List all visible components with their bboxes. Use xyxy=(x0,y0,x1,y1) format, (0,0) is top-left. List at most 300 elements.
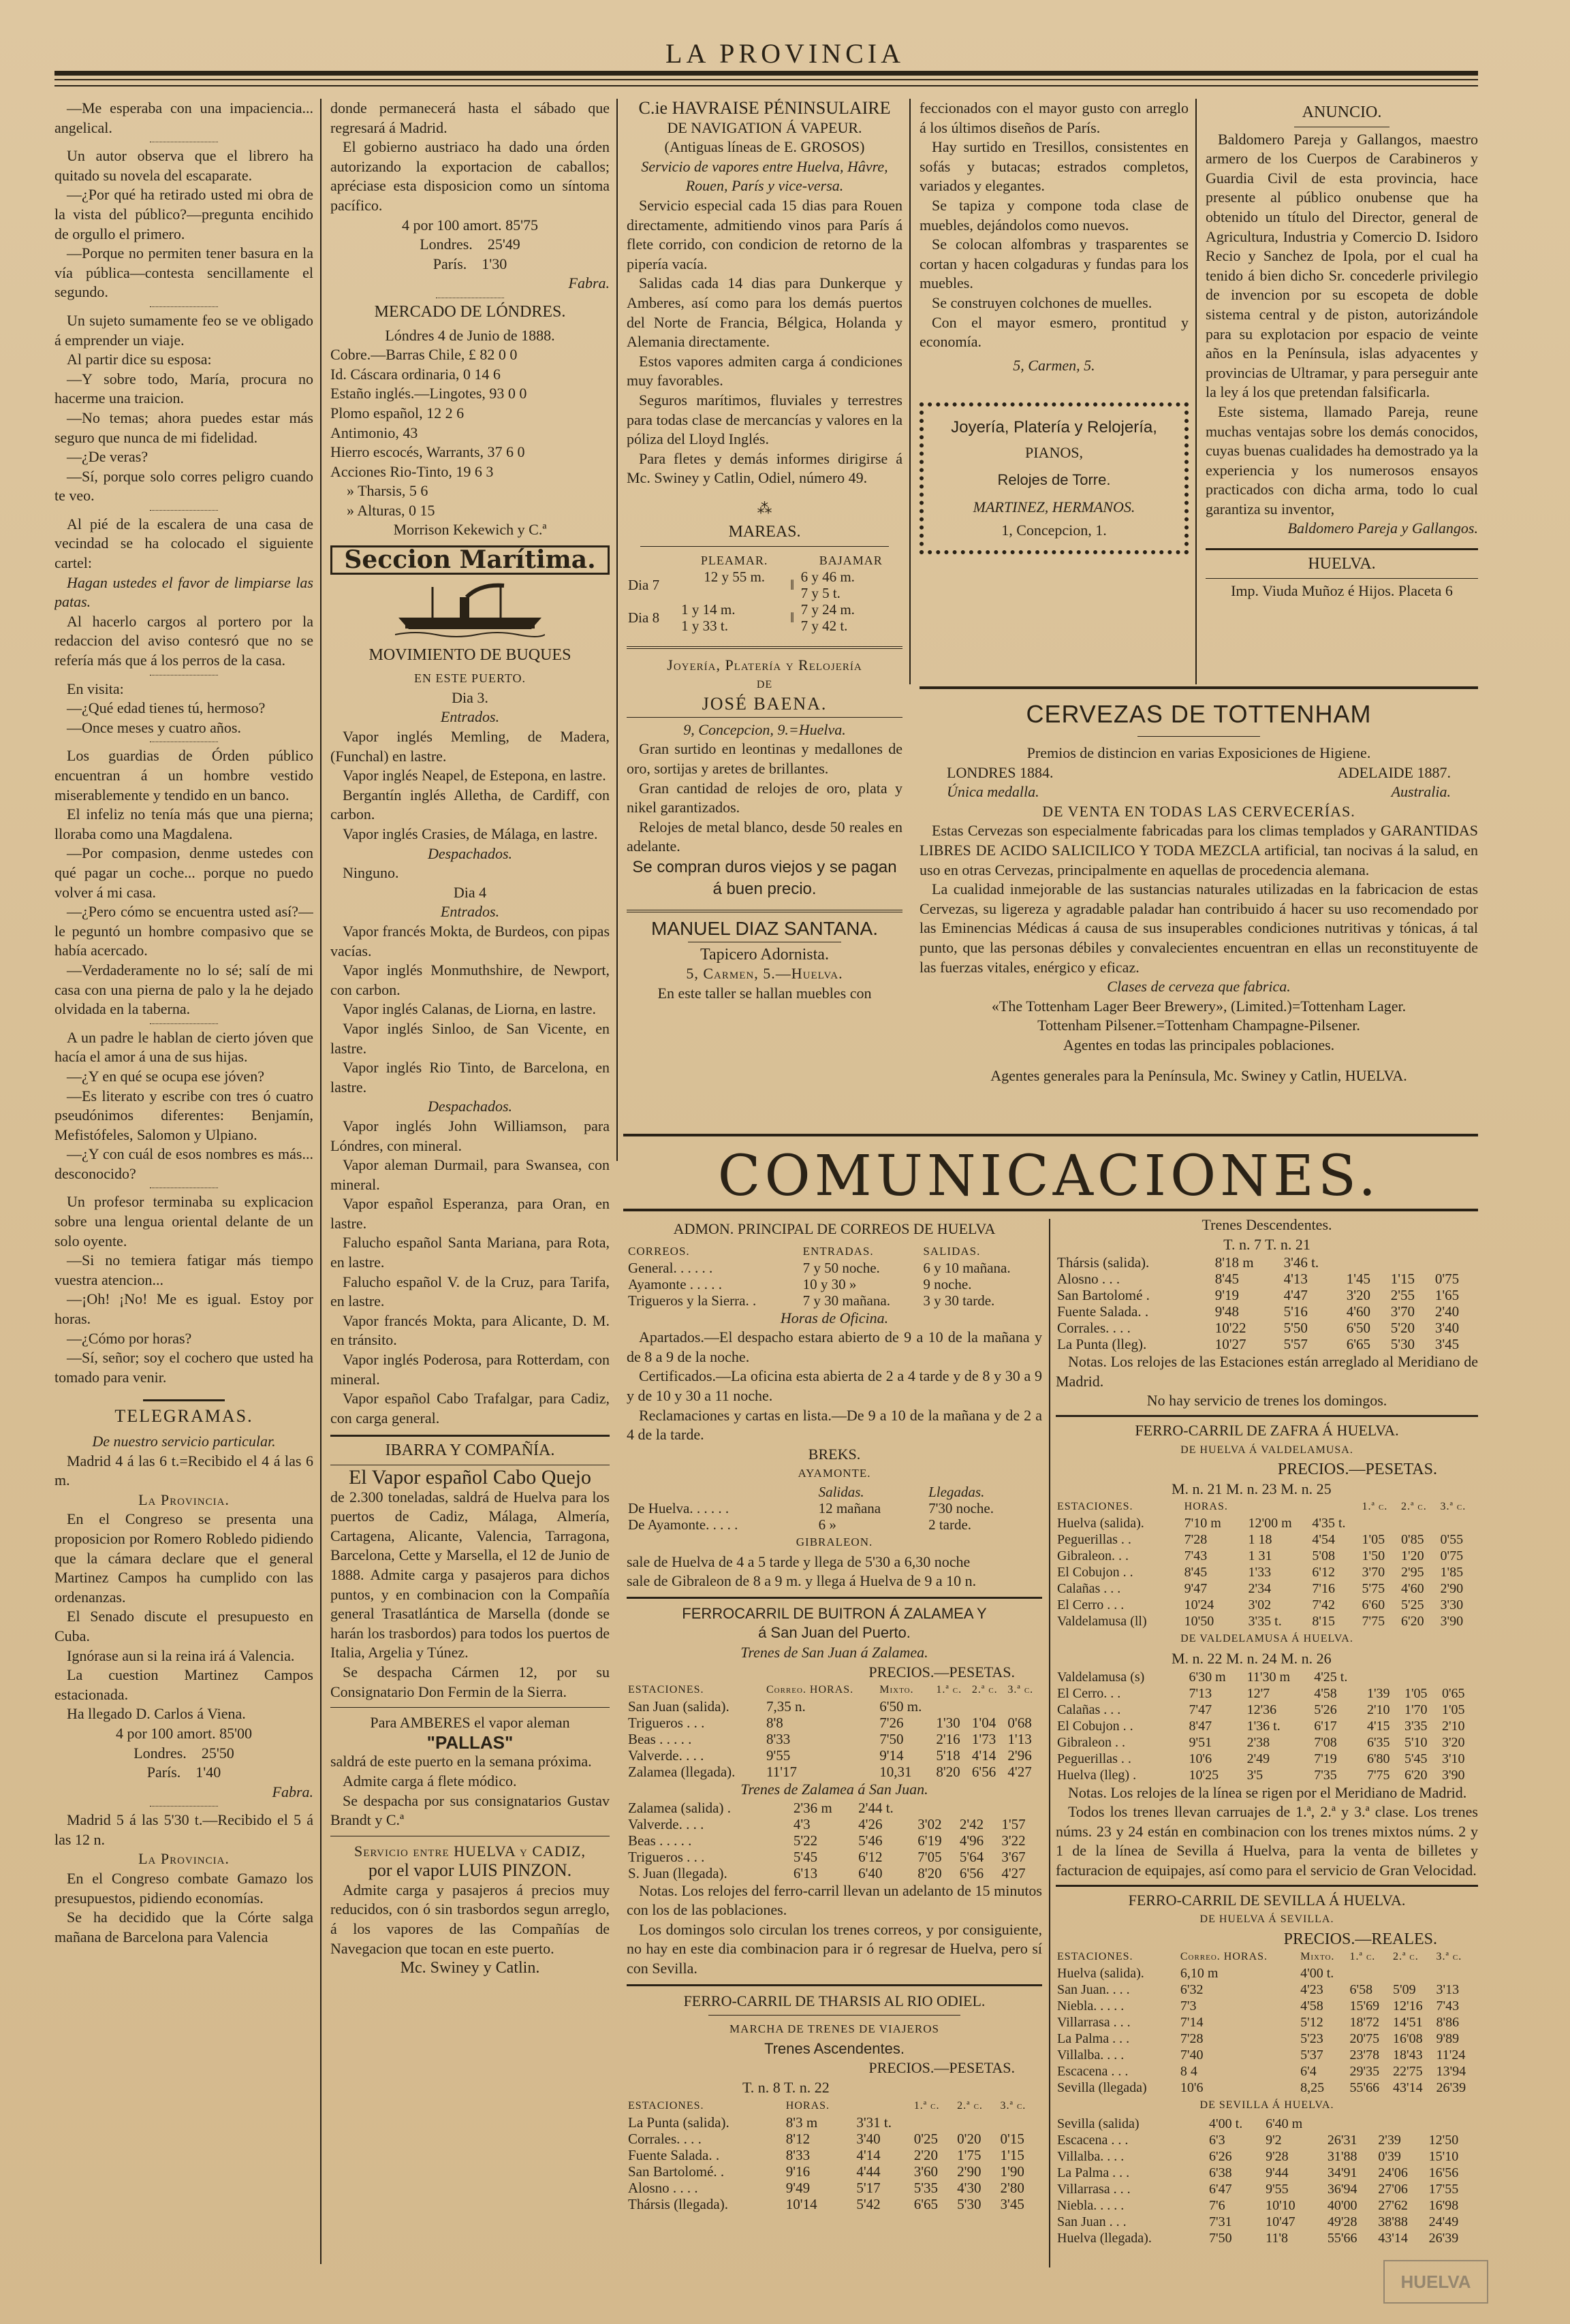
buitron-notes: Los domingos solo circulan los trenes correos, y por consiguiente, no hay en este dia combinacion para ir ó regresar de Huelva, pero sí con Sevilla. xyxy=(627,1920,1042,1977)
table-row: Beas . . . . . 5'22 5'46 6'19 4'96 3'22 xyxy=(628,1832,1026,1849)
zafra-train-numbers: M. n. 21 M. n. 23 M. n. 25 xyxy=(1172,1480,1332,1497)
amberes-text: Admite carga á flete módico. xyxy=(343,1772,517,1789)
tharsis-train-numbers: T. n. 8 T. n. 22 xyxy=(742,2079,830,2097)
notice-text: Este sistema, llamado Pareja, reune muchas ventajas sobre los demás conocidos, cuyas buenas cualidades ha demostrado ya la experiencia y los numerosos ensayos practicados con dicha arma, todo lo cual garantiza su inventor, xyxy=(1206,402,1478,518)
ship-movement-title: MOVIMIENTO DE BUQUES xyxy=(368,646,571,664)
day-label: Dia 4 xyxy=(453,883,487,901)
asterism-icon: ⁂ xyxy=(757,499,772,517)
martinez-ad xyxy=(920,402,1189,554)
havraise-service: Servicio de vapores entre Huelva, Hâvre, Rouen, París y vice-versa. xyxy=(641,157,888,195)
table-row: Niebla. . . . . 7'3 4'58 15'69 12'16 7'43 xyxy=(1057,1999,1460,2014)
anecdote: En visita: xyxy=(67,680,124,697)
ibarra-text: Se despacha Cármen 12, por su Consignatario Don Fermin de la Sierra. xyxy=(330,1663,610,1700)
amberes-text: saldrá de este puerto en la semana próxima. xyxy=(330,1753,592,1770)
column-rule xyxy=(616,99,618,1161)
table-row: Alosno . . . . 9'49 5'17 5'35 4'30 2'80 xyxy=(628,2179,1024,2196)
telegram: Madrid 4 á las 6 t.=Recibido el 4 á las 6 m. xyxy=(54,1452,313,1489)
table-row: El Cobujon . . 8'45 1'33 6'12 3'70 2'95 1'85 xyxy=(1057,1565,1464,1580)
ship-entry: Vapor inglés Calanas, de Liorna, en lastre. xyxy=(343,1000,597,1018)
anecdote: Los guardias de Órden público encuentran á un hombre vestido miserablemente y tendido en un banco. xyxy=(54,747,313,803)
quote-signature: Fabra. xyxy=(568,274,610,292)
anecdote: El infeliz no tenía más que una pierna; lloraba como una Magdalena. xyxy=(54,806,313,842)
ship-entry: Falucho español V. de la Cruz, para Tarifa, en lastre. xyxy=(330,1273,610,1310)
anecdote: —Verdaderamente no lo sé; salí de mi casa con una pierna de palo y la he dejado olvidada en la taberna. xyxy=(54,961,313,1018)
page-title: LA PROVINCIA xyxy=(665,38,905,69)
separator xyxy=(150,306,218,307)
steamship-icon xyxy=(395,580,545,641)
cervezas-brand: Tottenham Pilsener.=Tottenham Champagne-Pilsener. xyxy=(1037,1017,1360,1034)
zafra-subtitle: DE HUELVA Á VALDELAMUSA. xyxy=(1180,1444,1353,1456)
day-label: Dia 3. xyxy=(452,688,488,706)
ship-entry: Vapor inglés Memling, de Madera, (Funchal) en lastre. xyxy=(330,728,610,765)
section-rule xyxy=(1056,1885,1478,1887)
baena-text: Relojes de metal blanco, desde 50 reales en adelante. xyxy=(627,818,902,855)
tharsis-table: ESTACIONES. HORAS. 1.ª c. 2.ª c. 3.ª c. La Punta (salida). 8'3 m 3'31 t. Corrales. . . . 8'12 3'40 0'25 0'20 0'15 Fuente Salada. . 8'33 4'14 2'20 1'75 1'15 San Bartolomé. . 9'16 4'44 3'60 2'90 1'90 Alosno . . . . 9'49 5'17 5'35 4'30 2'80 Thársis (llegada). 10'14 5'42 6'65 5'30 3'45 xyxy=(627,2098,1042,2212)
column-3 xyxy=(627,99,902,1151)
printer-title: HUELVA. xyxy=(1308,555,1376,573)
notice-text: Baldomero Pareja y Gallangos, maestro armero de los Cuerpos de Carabineros y Guardia Civil de esta provincia, hace presente al público onubense que ha obtenido un título del Director, general de Agricultura, Industria y Comercio D. Isidoro Recio y Sanchez de Ipola, por el cual ha tenido á bien dicho Sr. concederle privilegio de invencion por su escopeta de doble sistema central y de piston, autorizándole para su explotacion por espacio de veinte años en la Península, islas adyacentes y provincias de Ultramar, y para perseguir ante la ley á los que pretendan falsificarla. xyxy=(1206,130,1478,401)
table-row: Escacena . . . 8 4 6'4 29'35 22'75 13'94 xyxy=(1057,2064,1466,2080)
office-text: Reclamaciones y cartas en lista.—De 9 a 10 de la mañana y de 2 a 4 de la tarde. xyxy=(627,1406,1042,1444)
telegram: donde permanecerá hasta el sábado que regresará á Madrid. xyxy=(330,99,610,136)
ship-entry: Falucho español Santa Mariana, para Rota, en lastre. xyxy=(330,1234,610,1271)
anecdote: Al partir dice su esposa: xyxy=(67,351,212,368)
section-rule xyxy=(330,1707,610,1708)
tharsis-desc-train-numbers: T. n. 7 T. n. 21 xyxy=(1223,1235,1310,1253)
table-row: Gibraleon. . . 7'43 1 31 5'08 1'50 1'20 0'75 xyxy=(1057,1548,1464,1564)
buitron-notes: Notas. Los relojes del ferro-carril llevan un adelanto de 15 minutos con los de las poblaciones. xyxy=(627,1881,1042,1919)
table-row: San Juan . . . 7'31 10'47 49'28 38'88 24'49 xyxy=(1057,2214,1459,2229)
tharsis-subtitle: Trenes Ascendentes. xyxy=(764,2039,905,2057)
baena-text: Gran surtido en leontinas y medallones de oro, sortijas y aretes de brillantes. xyxy=(627,740,902,778)
ship-entry: Vapor inglés Rio Tinto, de Barcelona, en lastre. xyxy=(330,1059,610,1096)
cervezas-classes: Clases de cerveza que fabrica. xyxy=(1107,978,1291,996)
telegram: En el Congreso se presenta una proposicion por Romero Robledo pidiendo que la cámara declare que el general Martinez Campos ha cumplido con las ordenanzas. xyxy=(54,1510,313,1606)
anecdote: Hagan ustedes el favor de limpiarse las patas. xyxy=(54,573,313,611)
table-row: El Cerro. . . 7'13 12'7 4'58 1'39 1'05 0'65 xyxy=(1057,1685,1465,1701)
top-rule-thin-2 xyxy=(54,85,1478,86)
entries-label: Entrados. xyxy=(440,903,500,921)
table-row: Corrales. . . . 8'12 3'40 0'25 0'20 0'15 xyxy=(628,2130,1024,2147)
notice-title: ANUNCIO. xyxy=(1302,104,1382,121)
santana-address: 5, Carmen, 5. xyxy=(1013,356,1095,374)
martinez-address: 1, Concepcion, 1. xyxy=(1001,522,1107,539)
santana-text: Se colocan alfombras y trasparentes se cortan y hacen colgaduras y fundas para los muebles. xyxy=(920,236,1189,292)
tharsis-notes: No hay servicio de trenes los domingos. xyxy=(1146,1392,1387,1410)
section-rule xyxy=(640,546,889,547)
anecdote: —Es literato y escribe con tres ó cuatro pseudónimos diferentes: Benjamín, Mefistófeles, Salomon y Ulpiano. xyxy=(54,1087,313,1143)
zafra-title: FERRO-CARRIL DE ZAFRA Á HUELVA. xyxy=(1135,1421,1399,1439)
breks-table: Salidas. Llegadas. De Huelva. . . . . . 12 mañana 7'30 noche. De Ayamonte. . . . . 6 » 2 tarde. xyxy=(628,1483,994,1533)
cervezas-title: CERVEZAS DE TOTTENHAM xyxy=(1026,700,1372,728)
post-office-title: ADMON. PRINCIPAL DE CORREOS DE HUELVA xyxy=(673,1220,996,1237)
buitron-table-1: ESTACIONES. Correo. HORAS. Mixto. 1.ª c. 2.ª c. 3.ª c. San Juan (salida). 7,35 n. 6'50 m. Trigueros . . . 8'8 7'26 1'30 1'04 0'68 Beas . . . . . 8'33 7'50 2'16 1'73 1'13 Valverde. . . . 9'55 9'14 5'18 4'14 2'96 Zalamea (llegada). 11'17 10,31 8'20 6'56 4'27 xyxy=(627,1682,1042,1780)
anecdote: Un sujeto sumamente feo se ve obligado á emprender un viaje. xyxy=(54,311,313,349)
sevilla-subtitle: DE HUELVA Á SEVILLA. xyxy=(1199,1913,1334,1926)
table-row: San Bartolomé . 9'19 4'47 3'20 2'55 1'65 xyxy=(1057,1287,1460,1304)
communications-left xyxy=(627,1215,1042,2264)
dispatched-label: Despachados. xyxy=(427,1098,513,1115)
service-title: por el vapor LUIS PINZON. xyxy=(368,1860,572,1881)
table-row: Villalba. . . . 7'40 5'37 23'78 18'43 11'24 xyxy=(1057,2048,1466,2063)
tharsis-subtitle: MARCHA DE TRENES DE VIAJEROS xyxy=(729,2022,939,2036)
top-rule-thin xyxy=(54,79,1478,80)
telegram: La cuestion Martinez Campos estacionada. xyxy=(54,1666,313,1703)
ship-entry: Vapor inglés Crasies, de Málaga, en lastre. xyxy=(343,825,598,842)
telegram-signature: La Provincia. xyxy=(138,1850,230,1868)
santana-text: En este taller se hallan muebles con xyxy=(657,984,872,1002)
table-row: Huelva (salida). 6,10 m 4'00 t. xyxy=(1057,1966,1334,1981)
table-row: Thársis (salida). 8'18 m 3'46 t. xyxy=(1057,1254,1319,1271)
table-row: La Punta (lleg). 10'27 5'57 6'65 5'30 3'45 xyxy=(1057,1336,1460,1353)
column-rule xyxy=(909,99,911,684)
anecdote: —¿Por qué ha retirado usted mi obra de la vista del público?—pregunta encihido de orgullo el primero. xyxy=(54,186,313,242)
cervezas-text: La cualidad inmejorable de las sustancias naturales utilizadas en la fabricacion de estas Cervezas, su ligereza y agradable paladar han contribuido á hacer su uso recomendado por las Eminencias Médicas á causa de sus insuperables condiciones nutritivas y tónicas, á tal punto, que las personas débiles y convalecientes encuentran en ellas un reconstituyente de las fuerzas vitales, enérgico y eficaz. xyxy=(920,880,1478,976)
santana-title: Tapicero Adornista. xyxy=(700,945,829,964)
zafra-notes: Notas. Los relojes de la línea se rigen por el Meridiano de Madrid. xyxy=(1068,1783,1467,1801)
section-rule xyxy=(1206,548,1478,550)
santana-address: 5, Carmen, 5.—Huelva. xyxy=(686,965,843,983)
ship-entry: Vapor inglés John Williamson, para Lóndres, con mineral. xyxy=(330,1117,610,1154)
service-signature: Mc. Swiney y Catlin. xyxy=(400,1959,540,1977)
cervezas-awards: LONDRES 1884. ADELAIDE 1887. xyxy=(947,763,1451,781)
sevilla-subtitle: DE SEVILLA Á HUELVA. xyxy=(1199,2099,1334,2112)
ship-entry: Vapor inglés Neapel, de Estepona, en lastre. xyxy=(343,767,606,784)
anecdote: —Porque no permiten tener basura en la vía pública—contesta sencillamente el segundo. xyxy=(54,244,313,301)
telegrams-title: TELEGRAMAS. xyxy=(114,1406,253,1427)
havraise-text: Seguros marítimos, fluviales y terrestres para todas clase de mercancías y valores en la póliza del Lloyd Inglés. xyxy=(627,391,902,448)
maritime-section-title: Seccion Marítima. xyxy=(330,545,610,575)
ship-entry: Vapor francés Mokta, de Burdeos, con pipas vacías. xyxy=(330,922,610,959)
section-rule xyxy=(1137,736,1260,737)
buitron-title: á San Juan del Puerto. xyxy=(758,1624,911,1642)
table-row: Zalamea (salida) . 2'36 m 2'44 t. xyxy=(628,1799,894,1816)
table-row: Escacena . . . 6'3 9'2 26'31 2'39 12'50 xyxy=(1057,2132,1459,2148)
notice-signature: Baldomero Pareja y Gallangos. xyxy=(1287,520,1478,537)
cervezas-text: Premios de distincion en varias Exposiciones de Higiene. xyxy=(1026,744,1371,761)
telegram: En el Congreso combate Gamazo los presupuestos, pidiendo economías. xyxy=(54,1870,313,1907)
ayamonte-title: AYAMONTE. xyxy=(798,1467,871,1480)
anecdote: —Me esperaba con una impaciencia... angelical. xyxy=(54,99,313,136)
buitron-title: FERROCARRIL DE BUITRON Á ZALAMEA Y xyxy=(682,1604,987,1622)
cervezas-agents: Agentes en todas las principales poblaciones. xyxy=(1063,1036,1335,1053)
table-row: Valverde. . . . 4'3 4'26 3'02 2'42 1'57 xyxy=(628,1815,1026,1832)
tharsis-notes: Notas. Los relojes de las Estaciones están arreglado al Meridiano de Madrid. xyxy=(1056,1353,1478,1390)
anecdote: —Y sobre todo, María, procura no hacerme una traicion. xyxy=(54,370,313,407)
ship-entry: Bergantín inglés Alletha, de Cardiff, con carbon. xyxy=(330,786,610,823)
communications-title: COMUNICACIONES. xyxy=(717,1144,1381,1209)
tides-table: PLEAMAR. BAJAMAR Dia 7 12 y 55 m. ‖ 6 y 46 m. 7 y 5 t. Dia 8 1 y 14 m. ‖ 7 y 24 m. 1 y 33 t. 7 y 42 t. xyxy=(628,554,883,635)
ship-entry: Vapor español Cabo Trafalgar, para Cadiz, con carga general. xyxy=(330,1390,610,1427)
zafra-table-2 xyxy=(1056,1669,1478,1783)
baena-address: 9, Concepcion, 9.=Huelva. xyxy=(683,720,846,738)
baena-text: Gran cantidad de relojes de oro, plata y nikel garantizados. xyxy=(627,779,902,816)
table-row: San Juan. . . . 6'32 4'23 6'58 5'09 3'13 xyxy=(1057,1982,1460,1998)
havraise-title: C.ie HAVRAISE PÉNINSULAIRE xyxy=(638,99,891,118)
table-row: San Juan (salida). 7,35 n. 6'50 m. xyxy=(628,1698,922,1715)
zafra-table-1: ESTACIONES. HORAS. 1.ª c. 2.ª c. 3.ª c. Huelva (salida). 7'10 m 12'00 m 4'35 t. Peguerillas . . 7'28 1 18 4'54 1'05 0'85 0'55 Gibraleon. . . 7'43 1 31 5'08 1'50 1'20 0'75 El Cobujon . . 8'45 1'33 6'12 3'70 2'95 1'85 Calañas . . . 9'47 2'34 7'16 5'75 4'60 2'90 El Cerro . . . 10'24 3'02 7'42 6'60 5'25 3'30 Valdelamusa (ll) 10'50 3'35 t. 8'15 7'75 6'20 3'90 xyxy=(1056,1499,1478,1629)
table-row: Calañas . . . 9'47 2'34 7'16 5'75 4'60 2'90 xyxy=(1057,1581,1464,1597)
archive-stamp: HUELVA xyxy=(1383,2260,1488,2304)
table-row: S. Juan (llegada). 6'13 6'40 8'20 6'56 4'27 xyxy=(628,1864,1026,1881)
buitron-prices: PRECIOS.—PESETAS. xyxy=(868,1663,1015,1681)
section-rule xyxy=(920,686,1478,689)
tharsis-title: FERRO-CARRIL DE THARSIS AL RIO ODIEL. xyxy=(683,1992,986,2009)
market-title: MERCADO DE LÓNDRES. xyxy=(374,302,566,321)
table-row: Valverde. . . . 9'55 9'14 5'18 4'14 2'96 xyxy=(628,1747,1032,1764)
ship-entry: Ninguno. xyxy=(343,864,399,882)
havraise-subtitle: (Antiguas líneas de E. GROSOS) xyxy=(664,138,865,156)
anecdote: Un profesor terminaba su explicacion sobre una lengua oriental delante de un solo oyente. xyxy=(54,1193,313,1249)
office-hours: Horas de Oficina. xyxy=(780,1309,889,1326)
santana-text: Hay surtido en Tresillos, consistentes en sofás y butacas; estrados completos, variados y elegantes. xyxy=(920,138,1189,195)
telegrams-subtitle: De nuestro servicio particular. xyxy=(92,1433,276,1450)
table-row: La Punta (salida). 8'3 m 3'31 t. xyxy=(628,2114,892,2131)
gibraleon-text: sale de Gibraleon de 8 a 9 m. y llega á Huelva de 9 a 10 n. xyxy=(627,1572,977,1590)
cervezas-text: Estas Cervezas son especialmente fabricadas para los climas templados y GARANTIDAS LIBRES DE ACIDO SALICILICO Y TODA MEZCLA artificial, tan nocivas á la salud, en uso en otras Cervezas, principalmente en aquellas de procedencia alemana. xyxy=(920,822,1478,878)
table-row: Huelva (lleg) . 10'25 3'5 7'35 7'75 6'20 3'90 xyxy=(1057,1767,1465,1783)
dispatched-label: Despachados. xyxy=(427,844,513,862)
telegram: Madrid 5 á las 5'30 t.—Recibido el 5 á las 12 n. xyxy=(54,1811,313,1848)
havraise-text: Salidas cada 14 dias para Dunkerque y Amberes, así como para los demás puertos del Norte de Francia, Bélgica, Holanda y Alemania directamente. xyxy=(627,274,902,351)
havraise-text: Servicio especial cada 15 dias para Rouen directamente, admitiendo vinos para París á flete corrido, con condicion de retorno de la pipería vacía. xyxy=(627,196,902,272)
breks-title: BREKS. xyxy=(808,1445,861,1463)
anecdote: —¿Cómo por horas? xyxy=(67,1329,192,1347)
telegram: El gobierno austriaco ha dado una órden autorizando la exportacion de caballos; apréciase esta disposicion como un síntoma pacífico. xyxy=(330,138,610,214)
buitron-table-2 xyxy=(627,1800,1042,1881)
table-row: Trigueros . . . 8'8 7'26 1'30 1'04 0'68 xyxy=(628,1715,1032,1732)
telegram: Ignórase aun si la reina irá á Valencia. xyxy=(67,1646,295,1664)
cervezas-awards: Única medalla. Australia. xyxy=(947,783,1451,801)
table-row: Trigueros . . . 5'45 6'12 7'05 5'64 3'67 xyxy=(628,1848,1026,1865)
ship-movement-subtitle: EN ESTE PUERTO. xyxy=(413,671,527,686)
market-signature: Morrison Kekewich y C.ª xyxy=(393,521,547,539)
table-row: Valdelamusa (ll) 10'50 3'35 t. 8'15 7'75 6'20 3'90 xyxy=(1057,1614,1464,1629)
market-date: Lóndres 4 de Junio de 1888. xyxy=(385,326,555,344)
table-row: Villarrasa . . . 6'47 9'55 36'94 27'06 17'55 xyxy=(1057,2181,1459,2197)
anecdote: Al hacerlo cargos al portero por la redaccion del aviso contesró que no se refería más que á los perros de la casa. xyxy=(54,612,313,669)
sevilla-title: FERRO-CARRIL DE SEVILLA Á HUELVA. xyxy=(1128,1891,1406,1909)
table-row: La Palma . . . 7'28 5'23 20'75 16'08 9'89 xyxy=(1057,2031,1460,2047)
table-row: Peguerillas . . 10'6 2'49 7'19 6'80 5'45 3'10 xyxy=(1057,1751,1465,1766)
column-2 xyxy=(330,99,610,2257)
ship-entry: Vapor inglés Monmuthshire, de Newport, con carbon. xyxy=(330,961,610,998)
market-line: Plomo español, 12 2 6 xyxy=(330,404,465,421)
service-title: Servicio entre HUELVA y CADIZ, xyxy=(354,1842,586,1860)
tharsis-prices: PRECIOS.—PESETAS. xyxy=(868,2059,1015,2077)
section-rule xyxy=(330,1435,610,1437)
santana-name: MANUEL DIAZ SANTANA. xyxy=(651,918,878,939)
tides-title: MAREAS. xyxy=(728,523,801,541)
havraise-title: DE NAVIGATION Á VAPEUR. xyxy=(667,118,862,136)
table-row: Alosno . . . 8'45 4'13 1'45 1'15 0'75 xyxy=(1057,1271,1460,1288)
market-line: » Tharsis, 5 6 xyxy=(347,482,428,500)
anecdote: —No temas; ahora puedes estar más seguro que nunca de mi fidelidad. xyxy=(54,409,313,446)
anecdote: —Por compasion, denme ustedes con qué pagar un coche... porque no puedo volver á mi casa. xyxy=(54,844,313,901)
section-rule xyxy=(627,1597,1042,1599)
mail-table: CORREOS. ENTRADAS. SALIDAS. General. . . . . . 7 y 50 noche. 6 y 10 mañana. Ayamonte . . . . . 10 y 30 » 9 noche. Trigueros y la Sierra. . 7 y 30 mañana. 3 y 30 tarde. xyxy=(628,1244,1011,1309)
tharsis-desc-table xyxy=(1056,1254,1478,1352)
sevilla-table-1: ESTACIONES. Correo. HORAS. Mixto. 1.ª c. 2.ª c. 3.ª c. Huelva (salida). 6,10 m 4'00 t. San Juan. . . . 6'32 4'23 6'58 5'09 3'13 Niebla. . . . . 7'3 4'58 15'69 12'16 7'43 Villarrasa . . . 7'14 5'12 18'72 14'51 8'86 La Palma . . . 7'28 5'23 20'75 16'08 9'89 Villalba. . . . 7'40 5'37 23'78 18'43 11'24 Escacena . . . 8 4 6'4 29'35 22'75 13'94 Sevilla (llegada) 10'6 8,25 55'66 43'14 26'39 xyxy=(1056,1949,1478,2096)
ibarra-text: de 2.300 toneladas, saldrá de Huelva para los puertos de Cadiz, Málaga, Almería, Cartagena, Alicante, Valencia, Tarragona, Barcelona, Cette y Marsella, el 12 de Junio de 1888. Admite carga y pasajeros para dichos puntos, y en combinacion con la Compañía general Trasatlántica de Marsella (donde se harán los trasbordos) para todos los puertos de Italia, Argelia y Túnez. xyxy=(330,1488,610,1661)
market-line: Antimonio, 43 xyxy=(330,424,418,441)
table-row: Gibraleon . . 9'51 2'38 7'08 6'35 5'10 3'20 xyxy=(1057,1734,1465,1750)
quote: 4 por 100 amort. 85'00 xyxy=(115,1724,253,1742)
top-rule xyxy=(54,71,1478,76)
anecdote: —Sí, porque solo corres peligro cuando te veo. xyxy=(54,467,313,505)
section-rule xyxy=(627,717,902,718)
pallas-headline: "PALLAS" xyxy=(426,1732,514,1753)
table-row: El Cerro . . . 10'24 3'02 7'42 6'60 5'25 3'30 xyxy=(1057,1597,1464,1613)
zafra-notes: Todos los trenes llevan carruajes de 1.ª, 2.ª y 3.ª clase. Los trenes núms. 23 y 24 están en combinacion con los trenes mixtos núms. 2 y 1 de la línea de Sevilla á Huelva, para la venta de billetes y facturacion de equipajes, así como para el servicio de Gran Velocidad. xyxy=(1056,1803,1478,1879)
market-line: » Alturas, 0 15 xyxy=(347,501,435,519)
ship-entry: Vapor español Esperanza, para Oran, en lastre. xyxy=(330,1195,610,1232)
martinez-headline: Joyería, Platería y Relojería, xyxy=(951,418,1157,437)
table-row: Fuente Salada. . 8'33 4'14 2'20 1'75 1'15 xyxy=(628,2146,1024,2163)
martinez-clocks: Relojes de Torre. xyxy=(997,471,1111,489)
service-text: Admite carga y pasajeros á precios muy reducidos, con ó sin trasbordos segun arreglo, á los vapores de las Compañías de Navegacion que tocan en este puerto. xyxy=(330,1881,610,1957)
zafra-train-numbers: M. n. 22 M. n. 24 M. n. 26 xyxy=(1172,1649,1332,1667)
anecdote: —¡Oh! ¡No! Me es igual. Estoy por horas. xyxy=(54,1290,313,1328)
column-5 xyxy=(1206,99,1478,684)
section-rule xyxy=(623,1209,1478,1211)
baena-title: DE xyxy=(756,678,773,690)
anecdote: —¿Y en qué se ocupa ese jóven? xyxy=(67,1067,264,1085)
table-row: Sevilla (llegada) 10'6 8,25 55'66 43'14 26'39 xyxy=(1057,2080,1466,2096)
cervezas-brand: «The Tottenham Lager Beer Brewery», (Limited.)=Tottenham Lager. xyxy=(991,997,1407,1015)
market-line: Cobre.—Barras Chile, £ 82 0 0 xyxy=(330,346,518,364)
column-4 xyxy=(920,99,1189,684)
zafra-prices: PRECIOS.—PESETAS. xyxy=(1277,1461,1437,1479)
anecdote: —¿De veras? xyxy=(67,448,148,466)
ornament-rule xyxy=(143,1399,225,1401)
havraise-text: Para fletes y demás informes dirigirse á Mc. Swiney y Catlin, Odiel, número 49. xyxy=(627,449,902,487)
santana-text: feccionados con el mayor gusto con arreglo á los últimos diseños de París. xyxy=(920,99,1189,136)
cervezas-agents: Agentes generales para la Península, Mc. Swiney y Catlin, HUELVA. xyxy=(990,1066,1407,1084)
zafra-subtitle: DE VALDELAMUSA Á HUELVA. xyxy=(1180,1633,1353,1645)
separator xyxy=(150,1023,218,1024)
havraise-text: Estos vapores admiten carga á condiciones muy favorables. xyxy=(627,352,902,389)
market-line: Acciones Rio-Tinto, 19 6 3 xyxy=(330,462,494,480)
table-row: Huelva (salida). 7'10 m 12'00 m 4'35 t. xyxy=(1057,1516,1346,1531)
table-row: Valdelamusa (s) 6'30 m 11'30 m 4'25 t. xyxy=(1057,1669,1348,1685)
baena-headline: Se compran duros viejos y se pagan á buen precio. xyxy=(632,858,897,898)
amberes-text: Se despacha por sus consignatarios Gustav Brandt y C.ª xyxy=(330,1792,610,1829)
anecdote: A un padre le hablan de cierto jóven que hacía el amor á una de sus hijas. xyxy=(54,1028,313,1066)
office-text: Apartados.—El despacho estara abierto de 9 a 10 de la mañana y de 8 a 9 de la noche. xyxy=(627,1328,1042,1365)
section-rule xyxy=(627,910,902,912)
martinez-pianos: PIANOS, xyxy=(1025,444,1083,462)
entries-label: Entrados. xyxy=(440,708,500,726)
amberes-text: Para AMBERES el vapor aleman xyxy=(370,1714,570,1732)
santana-text: Con el mayor esmero, prontitud y economía. xyxy=(920,313,1189,351)
martinez-name: MARTINEZ, HERMANOS. xyxy=(973,498,1135,516)
santana-text: Se construyen colchones de muelles. xyxy=(932,293,1152,311)
market-line: Id. Cáscara ordinaria, 0 14 6 xyxy=(330,365,501,383)
table-row: Villalba. . . . 6'26 9'28 31'88 0'39 15'10 xyxy=(1057,2148,1459,2164)
column-1 xyxy=(54,99,313,2257)
table-row: Huelva (llegada). 7'50 11'8 55'66 43'14 26'39 xyxy=(1057,2230,1459,2246)
telegram: Ha llegado D. Carlos á Viena. xyxy=(67,1705,246,1723)
table-row: Sevilla (salida) 4'00 t. 6'40 m xyxy=(1057,2116,1303,2131)
table-row: El Cobujon . . 8'47 1'36 t. 6'17 4'15 3'35 2'10 xyxy=(1057,1718,1465,1734)
santana-text: Se tapiza y compone toda clase de muebles, dejándolos como nuevos. xyxy=(920,196,1189,234)
baena-title: Joyería, Platería y Relojería xyxy=(667,656,862,674)
communications-right xyxy=(1056,1215,1478,2264)
baena-name: JOSÉ BAENA. xyxy=(702,694,828,714)
market-line: Hierro escocés, Warrants, 37 6 0 xyxy=(330,443,525,461)
column-rule xyxy=(1049,1219,1050,2267)
section-rule xyxy=(627,646,902,649)
table-row: Fuente Salada. . 9'48 5'16 4'60 3'70 2'40 xyxy=(1057,1303,1460,1320)
tharsis-desc-title: Trenes Descendentes. xyxy=(1202,1216,1332,1233)
quote-signature: Fabra. xyxy=(272,1783,313,1800)
anecdote: —Si no temiera fatigar más tiempo vuestra atencion... xyxy=(54,1252,313,1288)
anecdote: —¿Pero cómo se encuentra usted así?—le peguntó un hombre compasivo que se había acercado. xyxy=(54,903,313,959)
table-row: Corrales. . . . 10'22 5'50 6'50 5'20 3'40 xyxy=(1057,1320,1460,1337)
table-row: Calañas . . . 7'47 12'36 5'26 2'10 1'70 1'05 xyxy=(1057,1702,1465,1717)
telegram: Se ha decidido que la Córte salga mañana de Barcelona para Valencia xyxy=(54,1909,313,1945)
market-line: Estaño inglés.—Lingotes, 93 0 0 xyxy=(330,385,527,402)
section-rule xyxy=(708,2015,960,2016)
section-rule xyxy=(623,1134,1478,1136)
separator xyxy=(150,510,218,511)
quote: París. 1'30 xyxy=(433,255,507,272)
telegram-signature: La Provincia. xyxy=(138,1491,230,1508)
table-row: Peguerillas . . 7'28 1 18 4'54 1'05 0'85 0'55 xyxy=(1057,1532,1464,1548)
quote: París. 1'40 xyxy=(146,1764,221,1781)
anecdote: —Sí, señor; soy el cochero que usted ha tomado para venir. xyxy=(54,1349,313,1386)
ship-entry: Vapor inglés Sinloo, de San Vicente, en lastre. xyxy=(330,1019,610,1057)
column-rule xyxy=(1195,99,1197,684)
telegram: El Senado discute el presupuesto en Cuba. xyxy=(54,1608,313,1644)
cervezas-ad xyxy=(920,698,1478,1134)
ibarra-title: IBARRA Y COMPAÑÍA. xyxy=(385,1442,555,1460)
anecdote: —¿Y con cuál de esos nombres es más... desconocido? xyxy=(54,1145,313,1182)
sevilla-table-2 xyxy=(1056,2116,1478,2246)
table-row: Beas . . . . . 8'33 7'50 2'16 1'73 1'13 xyxy=(628,1731,1032,1748)
table-row: Villarrasa . . . 7'14 5'12 18'72 14'51 8'86 xyxy=(1057,2015,1460,2031)
section-rule xyxy=(1206,578,1478,579)
anecdote: —Once meses y cuatro años. xyxy=(67,718,241,736)
section-rule xyxy=(627,1984,1042,1986)
table-row: Zalamea (llegada). 11'17 10,31 8'20 6'56 4'27 xyxy=(628,1764,1032,1781)
section-rule xyxy=(1056,1415,1478,1417)
sevilla-prices: PRECIOS.—REALES. xyxy=(1283,1930,1437,1948)
buitron-subtitle: Trenes de Zalamea á San Juan. xyxy=(740,1781,928,1798)
ship-entry: Vapor inglés Poderosa, para Rotterdam, con mineral. xyxy=(330,1351,610,1388)
office-text: Certificados.—La oficina esta abierta de 2 a 4 tarde y de 8 y 30 a 9 y de 10 y 30 a 11 noche. xyxy=(627,1367,1042,1404)
buitron-subtitle: Trenes de San Juan á Zalamea. xyxy=(740,1643,928,1661)
anecdote: Al pié de la escalera de una casa de vecindad se ha colocado el siguiente cartel: xyxy=(54,515,313,572)
gibraleon-text: sale de Huelva de 4 a 5 tarde y llega de 5'30 a 6,30 noche xyxy=(627,1553,971,1570)
quote: 4 por 100 amort. 85'75 xyxy=(401,216,539,234)
ship-entry: Vapor aleman Durmail, para Swansea, con mineral. xyxy=(330,1156,610,1193)
quote: Londres. 25'50 xyxy=(134,1744,234,1762)
ship-entry: Vapor francés Mokta, para Alicante, D. M. en tránsito. xyxy=(330,1311,610,1349)
table-row: San Bartolomé. . 9'16 4'44 3'60 2'90 1'90 xyxy=(628,2163,1024,2180)
anecdote: Un autor observa que el librero ha quitado su novela del escaparate. xyxy=(54,147,313,184)
table-row: La Palma . . . 6'38 9'44 34'91 24'06 16'56 xyxy=(1057,2165,1459,2180)
table-row: Thársis (llegada). 10'14 5'42 6'65 5'30 3'45 xyxy=(628,2195,1024,2212)
table-row: Niebla. . . . . 7'6 10'10 40'00 27'62 16'98 xyxy=(1057,2197,1459,2213)
quote: Londres. 25'49 xyxy=(420,236,520,253)
gibraleon-title: GIBRALEON. xyxy=(796,1535,873,1548)
ibarra-headline: El Vapor español Cabo Quejo xyxy=(348,1466,592,1489)
cervezas-sale: DE VENTA EN TODAS LAS CERVECERÍAS. xyxy=(1042,802,1355,820)
column-rule xyxy=(320,99,321,2264)
printer-text: Imp. Viuda Muñoz é Hijos. Placeta 6 xyxy=(1231,582,1453,599)
